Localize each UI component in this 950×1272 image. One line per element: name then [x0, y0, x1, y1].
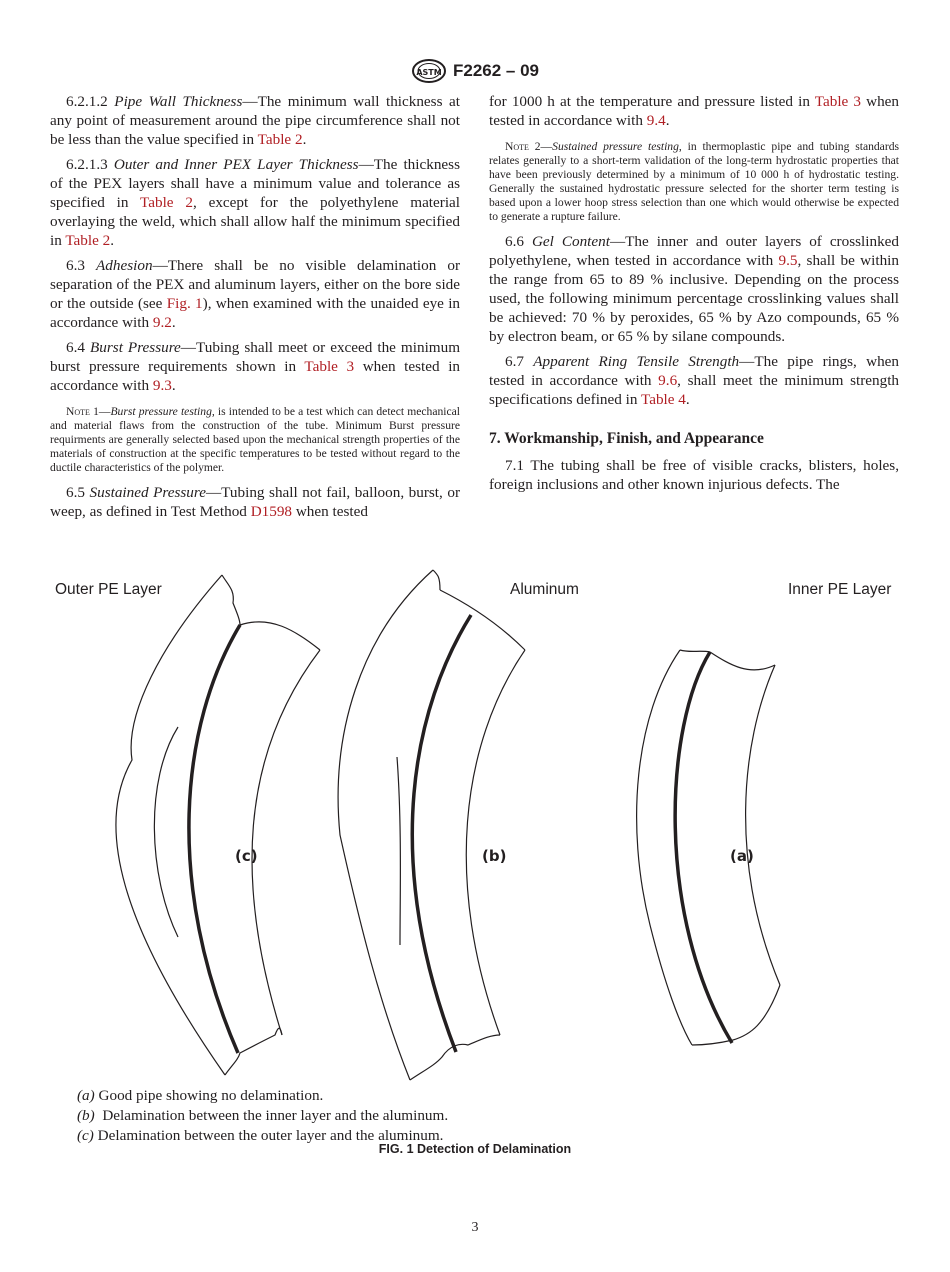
caption-b: (b) Delamination between the inner layer and the aluminum. [77, 1107, 449, 1124]
note-1: Note 1—Burst pressure testing, is intended to be a test which can detect mechanical and material flaws from the construction of the tube. Minimum Burst pressure requirments are generally selected based upon the mechanical strength properties of the materials of construction at the specific temperatures to be tested without regard to the ductile characteristics of the polymer. [50, 405, 460, 474]
link-table-4[interactable]: Table 4 [640, 391, 686, 408]
link-9-2[interactable]: 9.2 [152, 314, 172, 331]
panel-label-b: (b) [482, 847, 507, 865]
pipe-section-b [338, 570, 525, 1080]
page-number: 3 [471, 1220, 479, 1235]
link-table-3[interactable]: Table 3 [814, 93, 861, 110]
section-7-heading: 7. Workmanship, Finish, and Appearance [489, 430, 764, 447]
left-column [50, 92, 460, 527]
link-table-3[interactable]: Table 3 [304, 358, 355, 375]
para-7-1: 7.1 The tubing shall be free of visible cracks, blisters, holes, foreign inclusions and other known injurious defects. The [489, 457, 899, 493]
link-9-4[interactable]: 9.4 [646, 112, 666, 129]
astm-logo-icon [411, 58, 447, 84]
label-inner-pe-layer: Inner PE Layer [788, 581, 892, 598]
link-d1598[interactable]: D1598 [250, 503, 293, 520]
para-6-5: 6.5 Sustained Pressure—Tubing shall not fail, balloon, burst, or weep, as defined in Test Method D1598 when tested [50, 484, 460, 520]
delamination-drawing [40, 565, 920, 1090]
page-header [0, 58, 950, 84]
link-9-5[interactable]: 9.5 [778, 252, 798, 269]
caption-a: (a) Good pipe showing no delamination. [77, 1087, 324, 1104]
figure-captions [77, 1086, 448, 1146]
para-6-4: 6.4 Burst Pressure—Tubing shall meet or exceed the minimum burst pressure requirements shown in Table 3 when tested in accordance with 9.3. [50, 339, 461, 394]
link-table-2[interactable]: Table 2 [140, 194, 193, 211]
link-table-2[interactable]: Table 2 [257, 131, 303, 148]
link-table-2[interactable]: Table 2 [65, 232, 111, 249]
document-id: F2262 – 09 [452, 61, 539, 80]
para-6-7: 6.7 Apparent Ring Tensile Strength—The pipe rings, when tested in accordance with 9.6, shall meet the minimum strength specifications defined in Table 4. [489, 353, 900, 408]
link-9-3[interactable]: 9.3 [152, 377, 172, 394]
label-aluminum: Aluminum [510, 581, 579, 598]
label-outer-pe-layer: Outer PE Layer [55, 581, 162, 598]
para-6-6: 6.6 Gel Content—The inner and outer layers of crosslinked polyethylene, when tested in accordance with 9.5, shall be within the range from 65 to 89 % inclusive. Depending on the process used, the following minimum percentage crosslinking values shall be achieved: 70 % by peroxides, 65 % by Azo compounds, 65 % by electron beam, or 65 % by silane compounds. [489, 233, 899, 345]
link-fig-1[interactable]: Fig. 1 [166, 295, 203, 312]
note-2: Note 2—Sustained pressure testing, in thermoplastic pipe and tubing standards relates generally to a short-term validation of the long-term hydrostatic properties that have been previously determined by a minimum of 10 000 h of hydrostatic testing. Generally the sustained hydrostatic pressure selected for the shorter term testing is based upon a lower hoop stress selection than one which would otherwise be expected to generate a rupture failure. [489, 140, 900, 223]
para-6-2-1-2: 6.2.1.2 Pipe Wall Thickness—The minimum wall thickness at any point of measurement around the pipe circumference shall not be less than the value specified in Table 2. [50, 93, 460, 148]
link-9-6[interactable]: 9.6 [658, 372, 678, 389]
right-column [489, 92, 899, 500]
para-6-2-1-3: 6.2.1.3 Outer and Inner PEX Layer Thickness—The thickness of the PEX layers shall have a minimum value and tolerance as specified in Table 2, except for the polyethylene material overlaying the weld, which shall allow half the minimum specified in Table 2. [50, 156, 461, 249]
para-6-3: 6.3 Adhesion—There shall be no visible delamination or separation of the PEX and aluminum layers, either on the bore side or the outside (see Fig. 1), when examined with the unaided eye in accordance with 9.2. [50, 257, 461, 331]
panel-label-a: (a) [730, 847, 754, 865]
figure-title: FIG. 1 Detection of Delamination [378, 1142, 572, 1156]
para-6-5-continued: for 1000 h at the temperature and pressure listed in Table 3 when tested in accordance with 9.4. [489, 93, 900, 129]
svg-text:ASTM: ASTM [416, 68, 442, 77]
figure-1 [40, 565, 920, 1090]
panel-label-c: (c) [235, 847, 258, 865]
caption-c: (c) Delamination between the outer layer and the aluminum. [77, 1127, 444, 1144]
pipe-section-c [116, 575, 320, 1075]
pipe-section-a [637, 650, 780, 1045]
